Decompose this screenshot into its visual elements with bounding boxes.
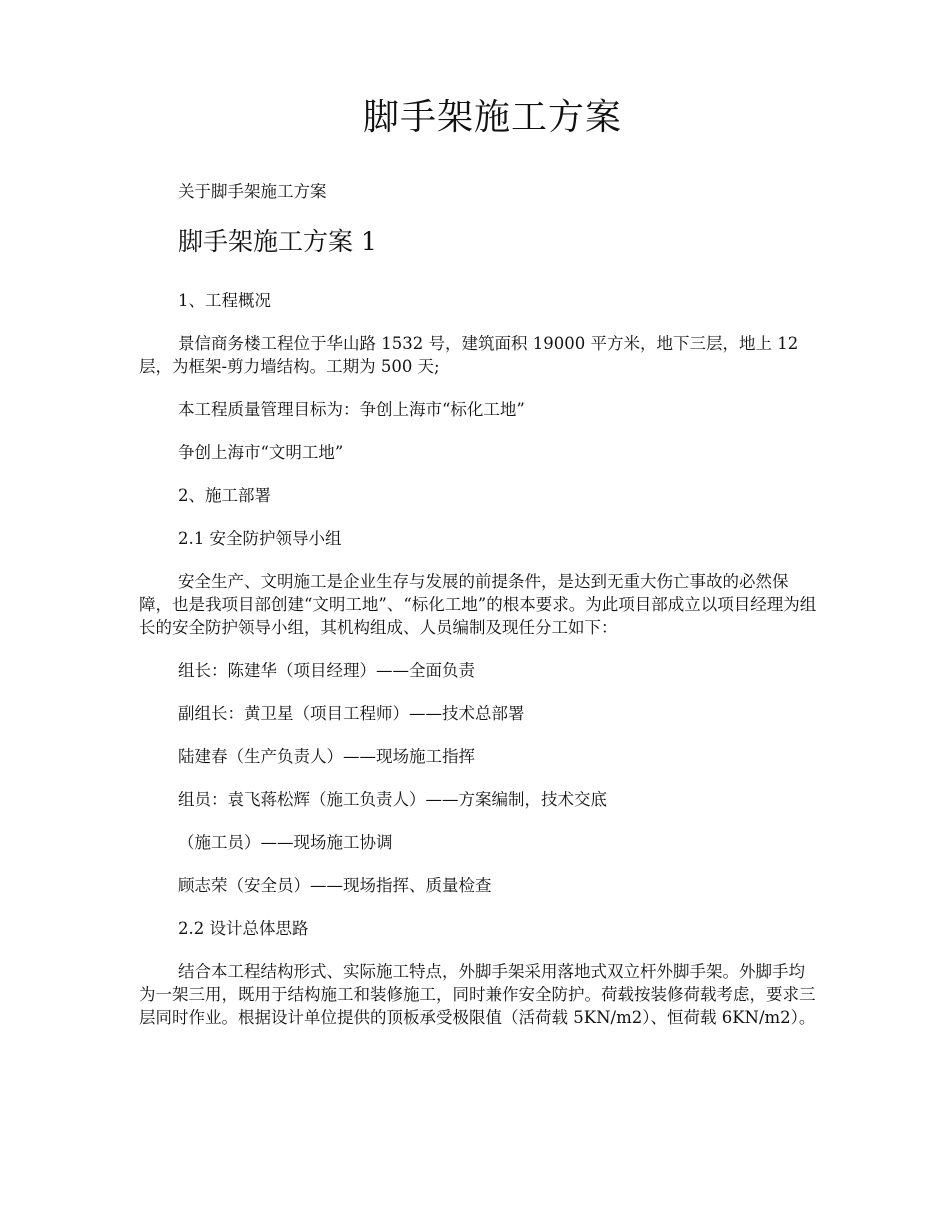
intro-line: 关于脚手架施工方案 xyxy=(178,182,327,201)
paragraph-civilized-site: 争创上海市“文明工地” xyxy=(178,443,344,462)
paragraph-design-description: 结合本工程结构形式、实际施工特点，外脚手架采用落地式双立杆外脚手架。外脚手均为一架三用，既用于结构施工和装修施工，同时兼作安全防护。荷载按装修荷载考虑，要求三层同时作业。根据设计单位提供的顶板承受极限值（活荷载 5KN/m2）、恒荷载 6KN/m2）。 xyxy=(139,962,816,1027)
paragraph-group-members: 组员：袁飞蒋松辉（施工负责人）——方案编制，技术交底 xyxy=(178,790,607,809)
paragraph-construction-staff: （施工员）——现场施工协调 xyxy=(178,833,393,852)
paragraph-group-leader: 组长：陈建华（项目经理）——全面负责 xyxy=(178,661,475,680)
paragraph-safety-group-heading: 2.1 安全防护领导小组 xyxy=(178,529,342,548)
paragraph-quality-goal: 本工程质量管理目标为：争创上海市“标化工地” xyxy=(178,400,525,419)
section-heading: 脚手架施工方案 1 xyxy=(178,227,377,256)
paragraph-project-overview-heading: 1、工程概况 xyxy=(178,291,271,310)
paragraph-deployment-heading: 2、施工部署 xyxy=(178,486,271,505)
paragraph-deputy-leader: 副组长：黄卫星（项目工程师）——技术总部署 xyxy=(178,704,525,723)
paragraph-design-heading: 2.2 设计总体思路 xyxy=(178,919,309,938)
paragraph-safety-group-description: 安全生产、文明施工是企业生存与发展的前提条件，是达到无重大伤亡事故的必然保障，也是我项目部创建“文明工地”、“标化工地”的根本要求。为此项目部成立以项目经理为组长的安全防护领导小组，其机构组成、人员编制及现任分工如下： xyxy=(139,572,817,637)
paragraph-project-overview: 景信商务楼工程位于华山路 1532 号，建筑面积 19000 平方米，地下三层，地上 12 层，为框架-剪力墙结构。工期为 500 天; xyxy=(139,334,799,376)
document-title: 脚手架施工方案 xyxy=(362,97,622,138)
paragraph-safety-officer: 顾志荣（安全员）——现场指挥、质量检查 xyxy=(178,876,492,895)
document-body xyxy=(139,180,819,1029)
paragraph-production-lead: 陆建春（生产负责人）——现场施工指挥 xyxy=(178,747,475,766)
